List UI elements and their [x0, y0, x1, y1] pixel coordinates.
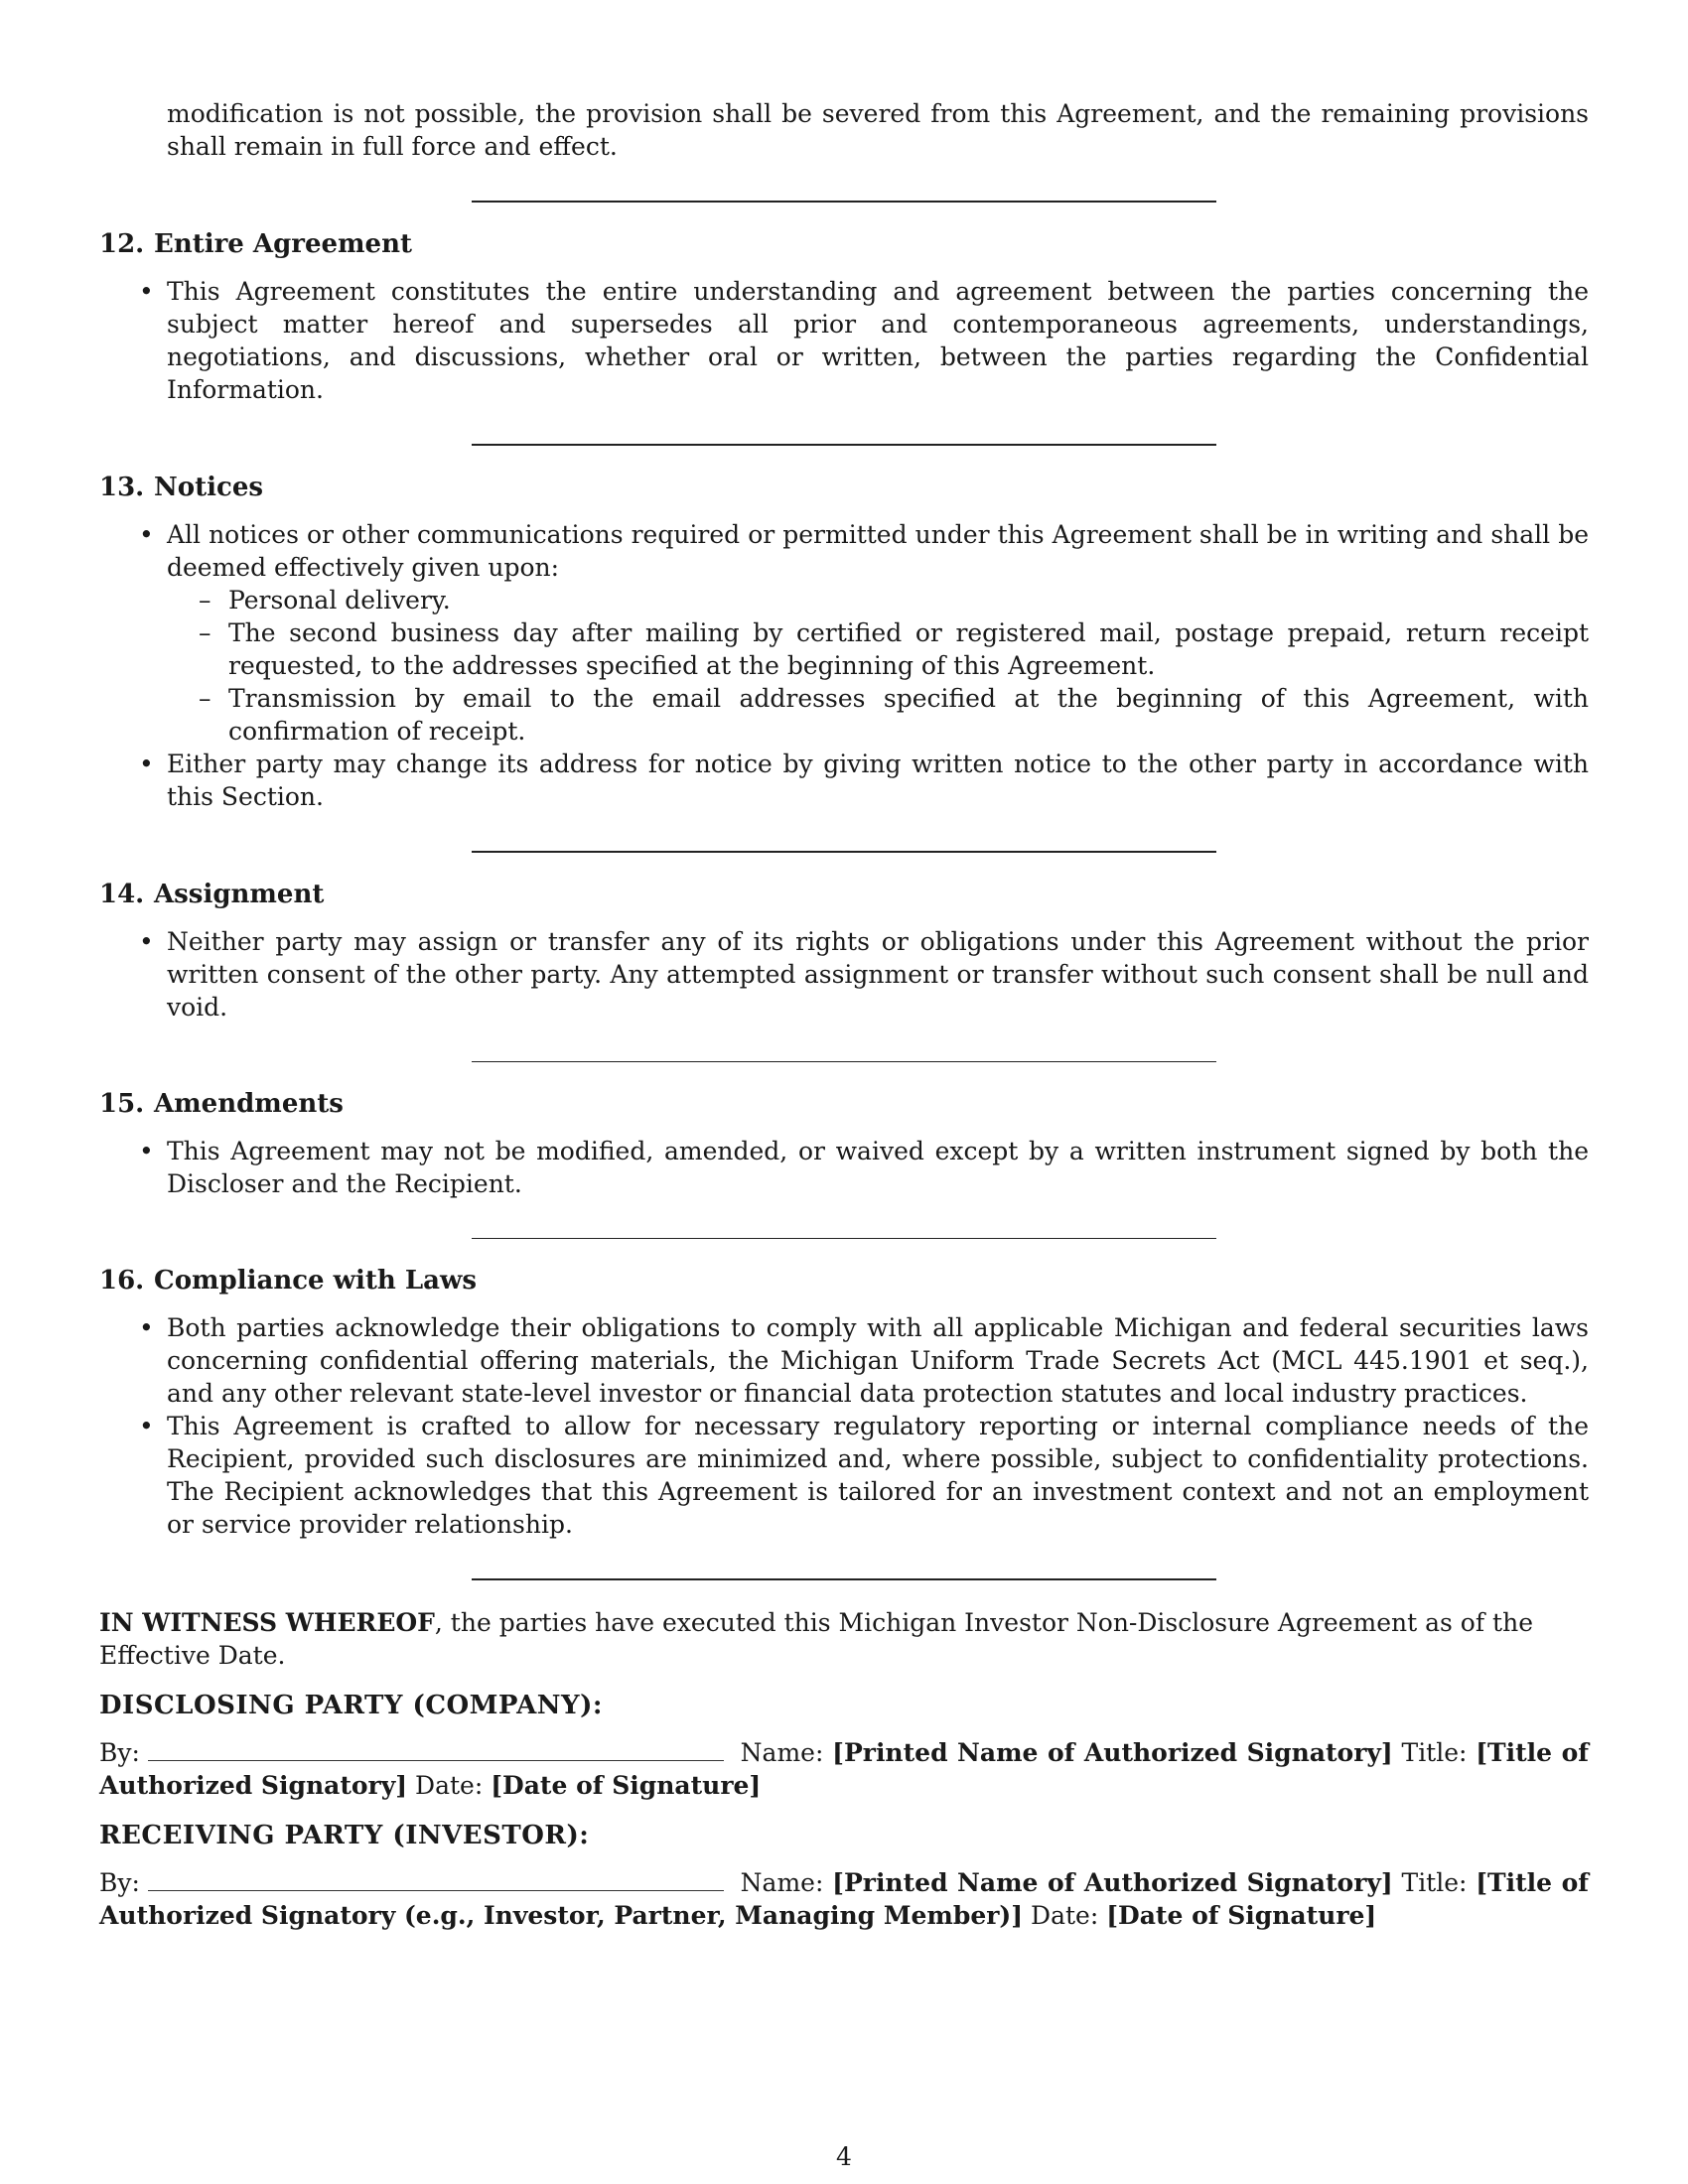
section-title: Amendments [154, 1089, 344, 1119]
signature-line[interactable] [148, 1736, 724, 1761]
page-number: 4 [836, 2142, 852, 2171]
disclosing-signature-block [99, 1736, 1589, 1802]
list-item: • Neither party may assign or transfer any of its rights or obligations under this Agreement without the prior written consent of the other party. Any attempted assignment or transfer without such consent shall be null and void. [99, 925, 1589, 1024]
name-value: [Printed Name of Authorized Signatory] [832, 1738, 1393, 1767]
section-number: 15. [99, 1089, 145, 1119]
section-title: Compliance with Laws [154, 1266, 478, 1296]
list-item: • This Agreement may not be modified, amended, or waived except by a written instrument signed by both the Discloser and the Recipient. [99, 1135, 1589, 1200]
section-divider [472, 201, 1216, 203]
title-label: Title: [1401, 1738, 1468, 1767]
date-label: Date: [1031, 1901, 1099, 1930]
sub-list-item: – Personal delivery. [99, 584, 1589, 616]
section-number: 12. [99, 229, 145, 259]
section-divider [472, 1061, 1216, 1062]
section-number: 16. [99, 1266, 145, 1296]
date-value: [Date of Signature] [491, 1771, 762, 1800]
section-title: Notices [154, 473, 264, 502]
section-12-heading [99, 228, 1589, 261]
title-label: Title: [1401, 1868, 1468, 1897]
name-label: Name: [740, 1738, 824, 1767]
list-item: • This Agreement is crafted to allow for necessary regulatory reporting or internal compliance needs of the Recipient, provided such disclosures are minimized and, where possible, subject to confidentiality protections. The Recipient acknowledges that this Agreement is tailored for an investment context and not an employment or service provider relationship. [99, 1410, 1589, 1541]
list-item: • Both parties acknowledge their obligations to comply with all applicable Michigan and federal securities laws concerning confidential offering materials, the Michigan Uniform Trade Secrets Act (MCL 445.1901 et seq.), and any other relevant state-level investor or financial data protection statutes and local industry practices. [99, 1311, 1589, 1410]
section-15-heading [99, 1088, 1589, 1121]
section-divider [472, 851, 1216, 853]
document-page [99, 97, 1589, 1932]
section-15-list [99, 1135, 1589, 1200]
witness-text: , the parties have executed this Michigan Investor Non-Disclosure Agreement as of the Effective Date. [99, 1608, 1533, 1670]
section-12-list [99, 275, 1589, 406]
section-16-list [99, 1311, 1589, 1541]
sub-list-item: – Transmission by email to the email addresses specified at the beginning of this Agreement, with confirmation of receipt. [99, 682, 1589, 748]
name-label: Name: [740, 1868, 824, 1897]
section-number: 13. [99, 473, 145, 502]
section-16-heading [99, 1265, 1589, 1297]
section-divider [472, 1578, 1216, 1580]
list-item: • All notices or other communications required or permitted under this Agreement shall be in writing and shall be deemed effectively given upon: [99, 518, 1589, 584]
title-value: [Title of Authorized Signatory (e.g., Investor, Partner, Managing Member)] [99, 1868, 1590, 1930]
section-divider [472, 1238, 1216, 1239]
receiving-party-heading: RECEIVING PARTY (INVESTOR): [99, 1821, 590, 1850]
witness-paragraph [99, 1606, 1589, 1672]
section-14-list [99, 925, 1589, 1024]
section-title: Entire Agreement [154, 229, 412, 259]
carryover-paragraph: modification is not possible, the provision shall be severed from this Agreement, and the remaining provisions shall remain in full force and effect. [167, 99, 1589, 161]
receiving-signature-block [99, 1866, 1589, 1932]
list-item: • This Agreement constitutes the entire understanding and agreement between the parties concerning the subject matter hereof and supersedes all prior and contemporaneous agreements, understandings, negotiations, and discussions, whether oral or written, between the parties regarding the Confidential Information. [99, 275, 1589, 406]
section-14-heading [99, 879, 1589, 911]
sub-list-item: – The second business day after mailing by certified or registered mail, postage prepaid, return receipt requested, to the addresses specified at the beginning of this Agreement. [99, 616, 1589, 682]
section-13-heading [99, 472, 1589, 504]
witness-lead: IN WITNESS WHEREOF [99, 1608, 435, 1637]
section-13-list [99, 518, 1589, 813]
title-value: [Title of Authorized Signatory] [99, 1738, 1590, 1800]
name-value: [Printed Name of Authorized Signatory] [832, 1868, 1393, 1897]
date-label: Date: [415, 1771, 484, 1800]
list-item: • Either party may change its address for notice by giving written notice to the other party in accordance with this Section. [99, 748, 1589, 813]
section-divider [472, 444, 1216, 446]
signature-line[interactable] [148, 1866, 724, 1891]
section-number: 14. [99, 880, 145, 909]
by-label: By: [99, 1868, 140, 1897]
section-title: Assignment [154, 880, 325, 909]
disclosing-party-heading: DISCLOSING PARTY (COMPANY): [99, 1691, 603, 1720]
by-label: By: [99, 1738, 140, 1767]
date-value: [Date of Signature] [1106, 1901, 1377, 1930]
